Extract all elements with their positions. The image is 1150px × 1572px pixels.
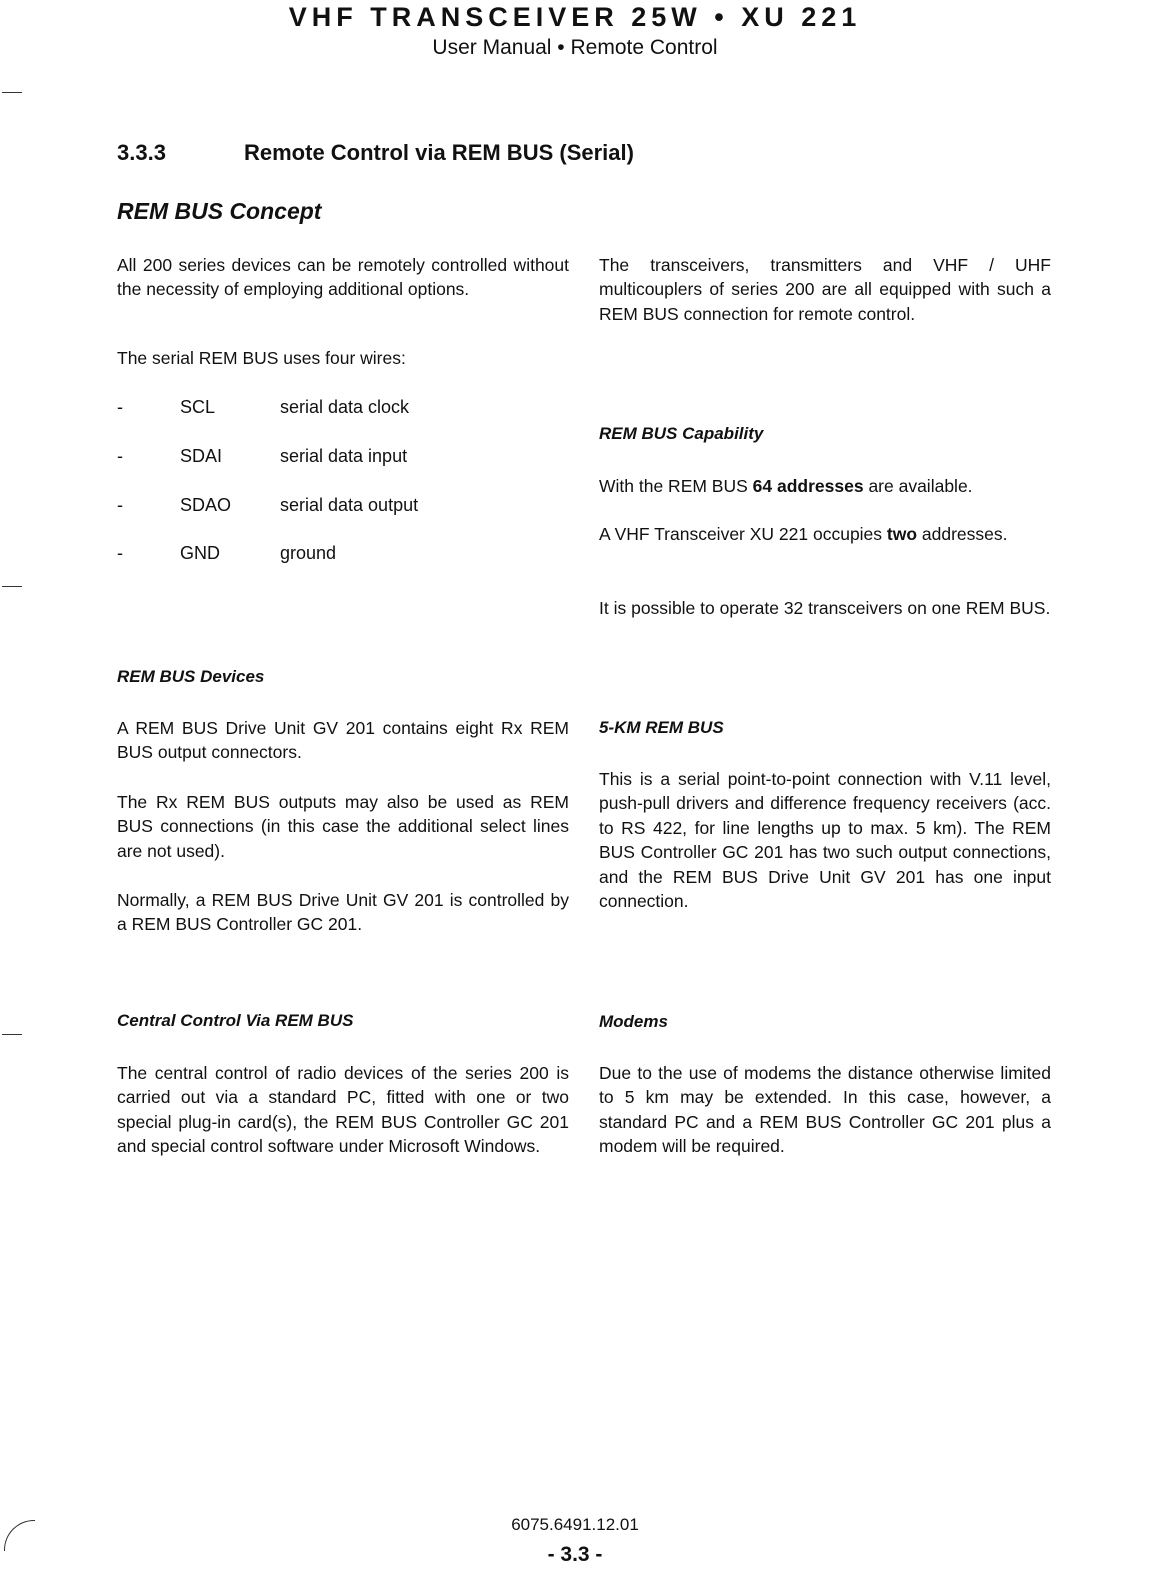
capability-heading: REM BUS Capability (599, 424, 764, 443)
margin-mark (2, 586, 22, 587)
capability-p1-post: are available. (863, 476, 973, 496)
devices-p3: Normally, a REM BUS Drive Unit GV 201 is controlled by a REM BUS Controller GC 201. (117, 890, 569, 935)
central-heading: Central Control Via REM BUS (117, 1011, 354, 1030)
page-number: - 3.3 - (547, 1543, 603, 1566)
wire-description: serial data input (280, 446, 408, 466)
capability-p2-pre: A VHF Transceiver XU 221 occupies (599, 524, 887, 544)
devices-p2: The Rx REM BUS outputs may also be used as REM BUS connections (in this case the additional select lines are not used). (117, 792, 569, 861)
wire-dash: - (117, 446, 123, 466)
wire-description: ground (280, 543, 337, 563)
capability-p2-post: addresses. (917, 524, 1008, 544)
wire-code: GND (180, 543, 220, 563)
document-number: 6075.6491.12.01 (511, 1515, 639, 1534)
fivekm-p1: This is a serial point-to-point connection with V.11 level, push-pull drivers and difference frequency receivers (acc. to RS 422, for line lengths up to max. 5 km). The REM BUS Controller GC 201 has two such output connections, and the REM BUS Drive Unit GV 201 has one input connection. (599, 769, 1051, 912)
wire-description: serial data clock (280, 397, 410, 417)
wire-dash: - (117, 397, 123, 417)
capability-p3: It is possible to operate 32 transceivers on one REM BUS. (599, 598, 1051, 618)
concept-right-text: The transceivers, transmitters and VHF / UHF multicouplers of series 200 are all equipped with such a REM BUS connection for remote control. (599, 255, 1051, 324)
margin-mark (2, 1034, 22, 1035)
capability-p1 (599, 474, 1051, 498)
margin-mark (2, 92, 22, 93)
capability-p2 (599, 522, 1051, 546)
devices-p1: A REM BUS Drive Unit GV 201 contains eight Rx REM BUS output connectors. (117, 718, 569, 763)
wire-dash: - (117, 543, 123, 563)
modems-p1: Due to the use of modems the distance otherwise limited to 5 km may be extended. In this case, however, a standard PC and a REM BUS Controller GC 201 plus a modem will be required. (599, 1063, 1051, 1157)
wire-dash: - (117, 495, 123, 515)
concept-heading: REM BUS Concept (117, 198, 322, 224)
wire-code: SDAO (180, 495, 232, 515)
section-title: Remote Control via REM BUS (Serial) (244, 140, 634, 165)
capability-p1-bold: 64 addresses (752, 476, 864, 496)
header-title: VHF TRANSCEIVER 25W • XU 221 (288, 2, 862, 32)
header-subtitle: User Manual • Remote Control (432, 36, 718, 59)
section-number: 3.3.3 (117, 140, 166, 165)
devices-heading: REM BUS Devices (117, 667, 265, 686)
wire-description: serial data output (280, 495, 419, 515)
capability-p1-pre: With the REM BUS (599, 476, 753, 496)
modems-heading: Modems (599, 1012, 668, 1031)
wire-code: SCL (180, 397, 216, 417)
central-p1: The central control of radio devices of the series 200 is carried out via a standard PC, fitted with one or two special plug-in card(s), the REM BUS Controller GC 201 and special control software under Microsoft Windows. (117, 1063, 569, 1157)
wire-code: SDAI (180, 446, 223, 466)
wires-intro: The serial REM BUS uses four wires: (117, 348, 406, 368)
concept-intro: All 200 series devices can be remotely controlled without the necessity of employing additional options. (117, 255, 569, 300)
capability-p2-bold: two (886, 524, 918, 544)
fivekm-heading: 5-KM REM BUS (599, 718, 724, 737)
